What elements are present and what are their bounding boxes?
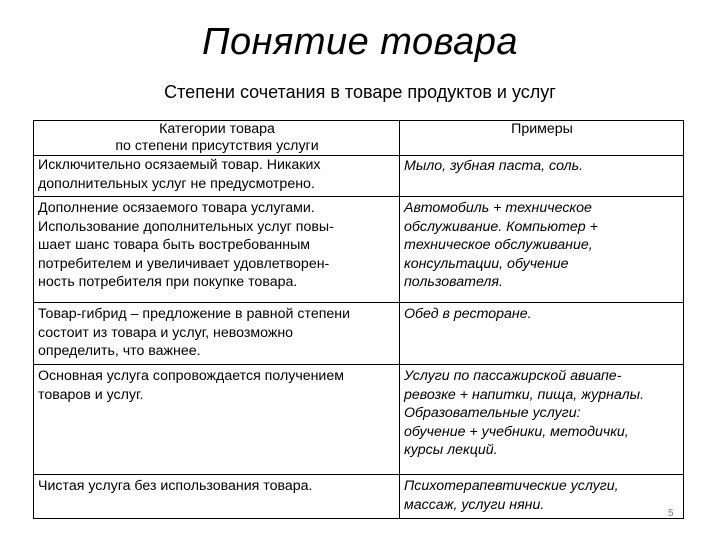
cell-line: шает шанс товара быть востребованным [38, 237, 311, 253]
cell-line: массаж, услуги няни. [404, 496, 545, 513]
table-row [34, 197, 684, 303]
cell-line: Психотерапевтические услуги, [404, 478, 619, 494]
example-cell [400, 303, 684, 365]
cell-line: консультации, обучение [404, 255, 569, 272]
category-cell [34, 303, 400, 365]
cell-line: Автомобиль + техническое [404, 200, 592, 216]
category-cell [34, 365, 400, 475]
header-line: по степени присутствия услуги [115, 138, 319, 154]
cell-line: потребителем и увеличивает удовлетворен- [38, 255, 330, 272]
example-cell [400, 365, 684, 475]
header-line: Примеры [511, 121, 573, 137]
cell-line: курсы лекций. [404, 442, 498, 458]
header-category [34, 121, 400, 156]
table-row [34, 156, 684, 197]
table-header-row [34, 121, 684, 156]
cell-line: Обед в ресторане. [404, 306, 532, 322]
cell-line: Основная услуга сопровождается получением [38, 368, 345, 384]
cell-line: товаров и услуг. [38, 386, 144, 403]
example-cell [400, 156, 684, 197]
category-cell [34, 156, 400, 197]
cell-line: Товар-гибрид – предложение в равной степени [38, 306, 351, 322]
page-number: 5 [668, 508, 674, 519]
example-cell [400, 197, 684, 303]
cell-line: ревозке + напитки, пища, журналы. [404, 386, 645, 403]
cell-line: ность потребителя при покупке товара. [38, 274, 298, 290]
cell-line: состоит из товара и услуг, невозможно [38, 324, 294, 341]
cell-line: определить, что важнее. [38, 343, 201, 359]
table-row [34, 475, 684, 519]
cell-line: Услуги по пассажирской авиапе- [404, 368, 622, 384]
table-row [34, 303, 684, 365]
category-cell [34, 475, 400, 519]
cell-line: техническое обслуживание, [404, 237, 593, 253]
category-cell [34, 197, 400, 303]
product-service-table [33, 120, 684, 519]
cell-line: Использование дополнительных услуг повы- [38, 218, 334, 235]
header-examples [400, 121, 684, 156]
page-subtitle: Степени сочетания в товаре продуктов и услуг [164, 82, 556, 102]
cell-line: Исключительно осязаемый товар. Никаких [38, 157, 321, 173]
table-row [34, 365, 684, 475]
cell-line: Образовательные услуги: [404, 405, 581, 421]
cell-line: обучение + учебники, методички, [404, 423, 629, 440]
page-title: Понятие товара [201, 21, 519, 63]
cell-line: Дополнение осязаемого товара услугами. [38, 200, 315, 216]
cell-line: обслуживание. Компьютер + [404, 218, 598, 235]
cell-line: Мыло, зубная паста, соль. [404, 158, 584, 174]
header-line: Категории товара [159, 121, 275, 137]
example-cell [400, 475, 684, 519]
cell-line: дополнительных услуг не предусмотрено. [38, 175, 315, 192]
cell-line: Чистая услуга без использования товара. [38, 478, 313, 494]
cell-line: пользователя. [404, 274, 503, 290]
